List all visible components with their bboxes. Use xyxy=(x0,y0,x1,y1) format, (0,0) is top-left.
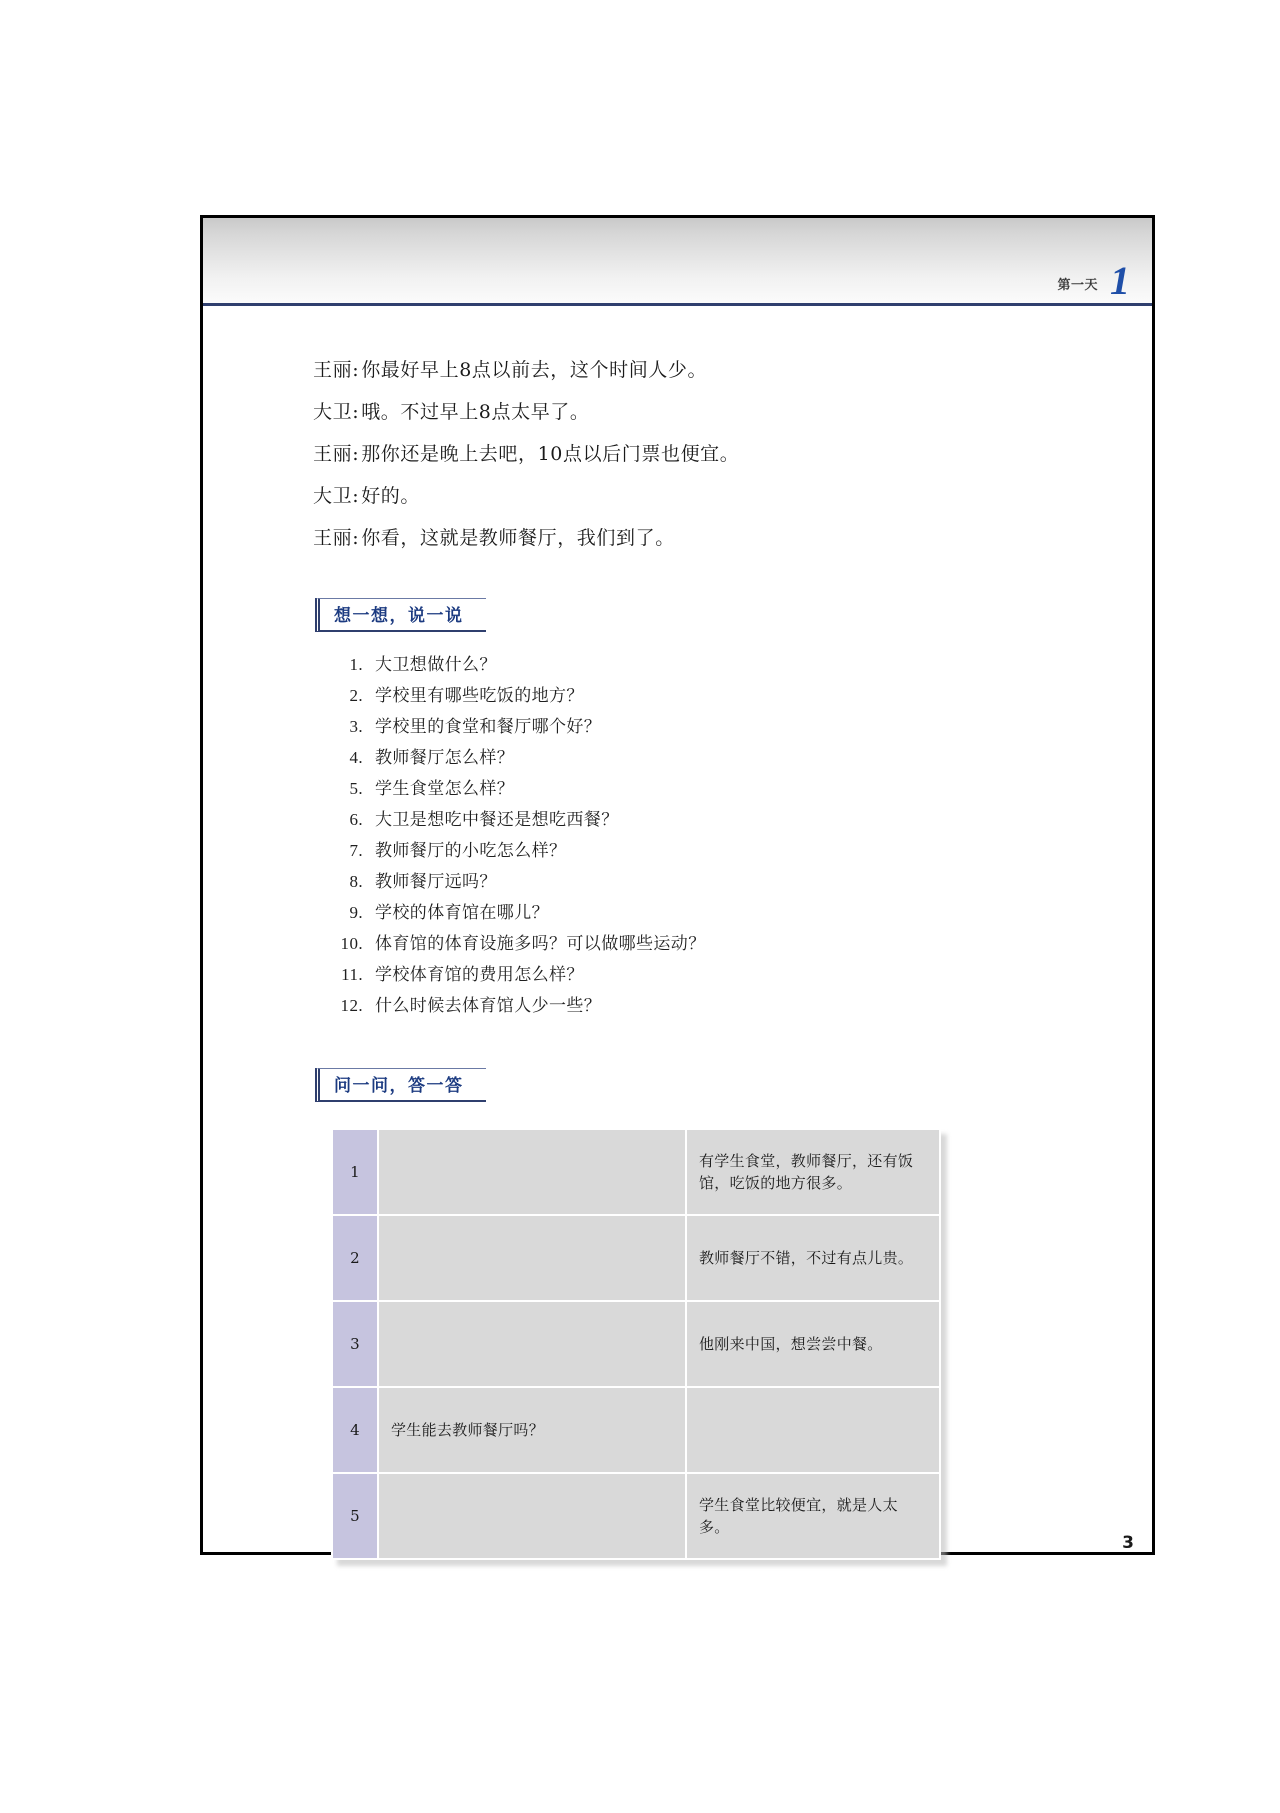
list-item xyxy=(325,681,1112,706)
question-index: 11. xyxy=(341,965,363,984)
list-item xyxy=(325,867,1112,892)
list-item xyxy=(325,929,1112,954)
table-row xyxy=(332,1129,940,1215)
answer-cell[interactable]: 教师餐厅不错，不过有点儿贵。 xyxy=(686,1215,940,1301)
dialogue-speaker: 王丽: xyxy=(313,527,360,549)
question-index: 4. xyxy=(349,748,363,767)
page-number: 3 xyxy=(1122,1533,1134,1553)
dialogue-text: 你看，这就是教师餐厅，我们到了。 xyxy=(361,527,675,549)
question-index: 9. xyxy=(349,903,363,922)
question-cell[interactable] xyxy=(378,1301,686,1387)
section-heading-think-speak: 想一想，说一说 xyxy=(315,598,486,632)
dialogue-text: 好的。 xyxy=(361,485,421,507)
qa-table-wrapper xyxy=(331,1128,941,1560)
question-text: 大卫是想吃中餐还是想吃西餐？ xyxy=(375,810,619,830)
answer-cell[interactable]: 有学生食堂，教师餐厅，还有饭馆，吃饭的地方很多。 xyxy=(686,1129,940,1215)
qa-table xyxy=(331,1128,941,1560)
table-row xyxy=(332,1473,940,1559)
answer-cell[interactable]: 学生食堂比较便宜，就是人太多。 xyxy=(686,1473,940,1559)
list-item xyxy=(325,991,1112,1016)
question-cell[interactable] xyxy=(378,1129,686,1215)
dialogue-line xyxy=(313,439,1112,466)
list-item xyxy=(325,805,1112,830)
table-row xyxy=(332,1215,940,1301)
dialogue-text: 你最好早上8点以前去，这个时间人少。 xyxy=(361,359,708,381)
textbook-page-sheet xyxy=(200,215,1155,1555)
page-header-band xyxy=(203,218,1152,303)
question-text: 什么时候去体育馆人少一些？ xyxy=(375,996,602,1016)
header-chapter-marker xyxy=(1057,258,1130,303)
list-item xyxy=(325,650,1112,675)
list-item xyxy=(325,712,1112,737)
dialogue-line xyxy=(313,355,1112,382)
question-index: 6. xyxy=(349,810,363,829)
dialogue-text: 哦。不过早上8点太早了。 xyxy=(361,401,590,423)
question-text: 学校里有哪些吃饭的地方？ xyxy=(375,686,584,706)
header-chapter-number: 1 xyxy=(1110,258,1130,303)
dialogue-line xyxy=(313,523,1112,550)
question-index: 10. xyxy=(340,934,363,953)
question-text: 学校里的食堂和餐厅哪个好？ xyxy=(375,717,602,737)
list-item xyxy=(325,960,1112,985)
table-row xyxy=(332,1387,940,1473)
dialogue-speaker: 大卫: xyxy=(313,401,360,423)
header-chapter-label: 第一天 xyxy=(1057,278,1098,293)
dialogue-block xyxy=(313,355,1112,550)
question-text: 体育馆的体育设施多吗？可以做哪些运动？ xyxy=(375,934,706,954)
list-item xyxy=(325,836,1112,861)
section-think-speak xyxy=(243,598,1112,632)
section-ask-answer xyxy=(243,1068,1112,1102)
question-text: 学校的体育馆在哪儿？ xyxy=(375,903,549,923)
question-cell[interactable]: 学生能去教师餐厅吗？ xyxy=(378,1387,686,1473)
list-item xyxy=(325,898,1112,923)
page-body xyxy=(203,355,1152,1601)
question-cell[interactable] xyxy=(378,1473,686,1559)
question-text: 学校体育馆的费用怎么样？ xyxy=(375,965,584,985)
dialogue-line xyxy=(313,481,1112,508)
list-item xyxy=(325,743,1112,768)
row-number-cell: 2 xyxy=(332,1215,378,1301)
dialogue-speaker: 王丽: xyxy=(313,443,360,465)
answer-cell[interactable] xyxy=(686,1387,940,1473)
question-index: 2. xyxy=(349,686,363,705)
question-index: 5. xyxy=(349,779,363,798)
question-text: 学生食堂怎么样？ xyxy=(375,779,515,799)
section-heading-ask-answer: 问一问，答一答 xyxy=(315,1068,486,1102)
question-text: 大卫想做什么？ xyxy=(375,655,497,675)
question-text: 教师餐厅远吗？ xyxy=(375,872,497,892)
question-text: 教师餐厅怎么样？ xyxy=(375,748,515,768)
list-item xyxy=(325,774,1112,799)
question-index: 7. xyxy=(349,841,363,860)
dialogue-speaker: 王丽: xyxy=(313,359,360,381)
row-number-cell: 1 xyxy=(332,1129,378,1215)
row-number-cell: 5 xyxy=(332,1473,378,1559)
question-index: 3. xyxy=(349,717,363,736)
question-cell[interactable] xyxy=(378,1215,686,1301)
header-blue-rule xyxy=(203,303,1152,306)
row-number-cell: 3 xyxy=(332,1301,378,1387)
question-index: 8. xyxy=(349,872,363,891)
table-row xyxy=(332,1301,940,1387)
row-number-cell: 4 xyxy=(332,1387,378,1473)
question-index: 1. xyxy=(349,655,363,674)
dialogue-text: 那你还是晚上去吧，10点以后门票也便宜。 xyxy=(361,443,740,465)
dialogue-speaker: 大卫: xyxy=(313,485,360,507)
question-index: 12. xyxy=(340,996,363,1015)
answer-cell[interactable]: 他刚来中国，想尝尝中餐。 xyxy=(686,1301,940,1387)
dialogue-line xyxy=(313,397,1112,424)
question-list xyxy=(325,650,1112,1016)
question-text: 教师餐厅的小吃怎么样？ xyxy=(375,841,567,861)
